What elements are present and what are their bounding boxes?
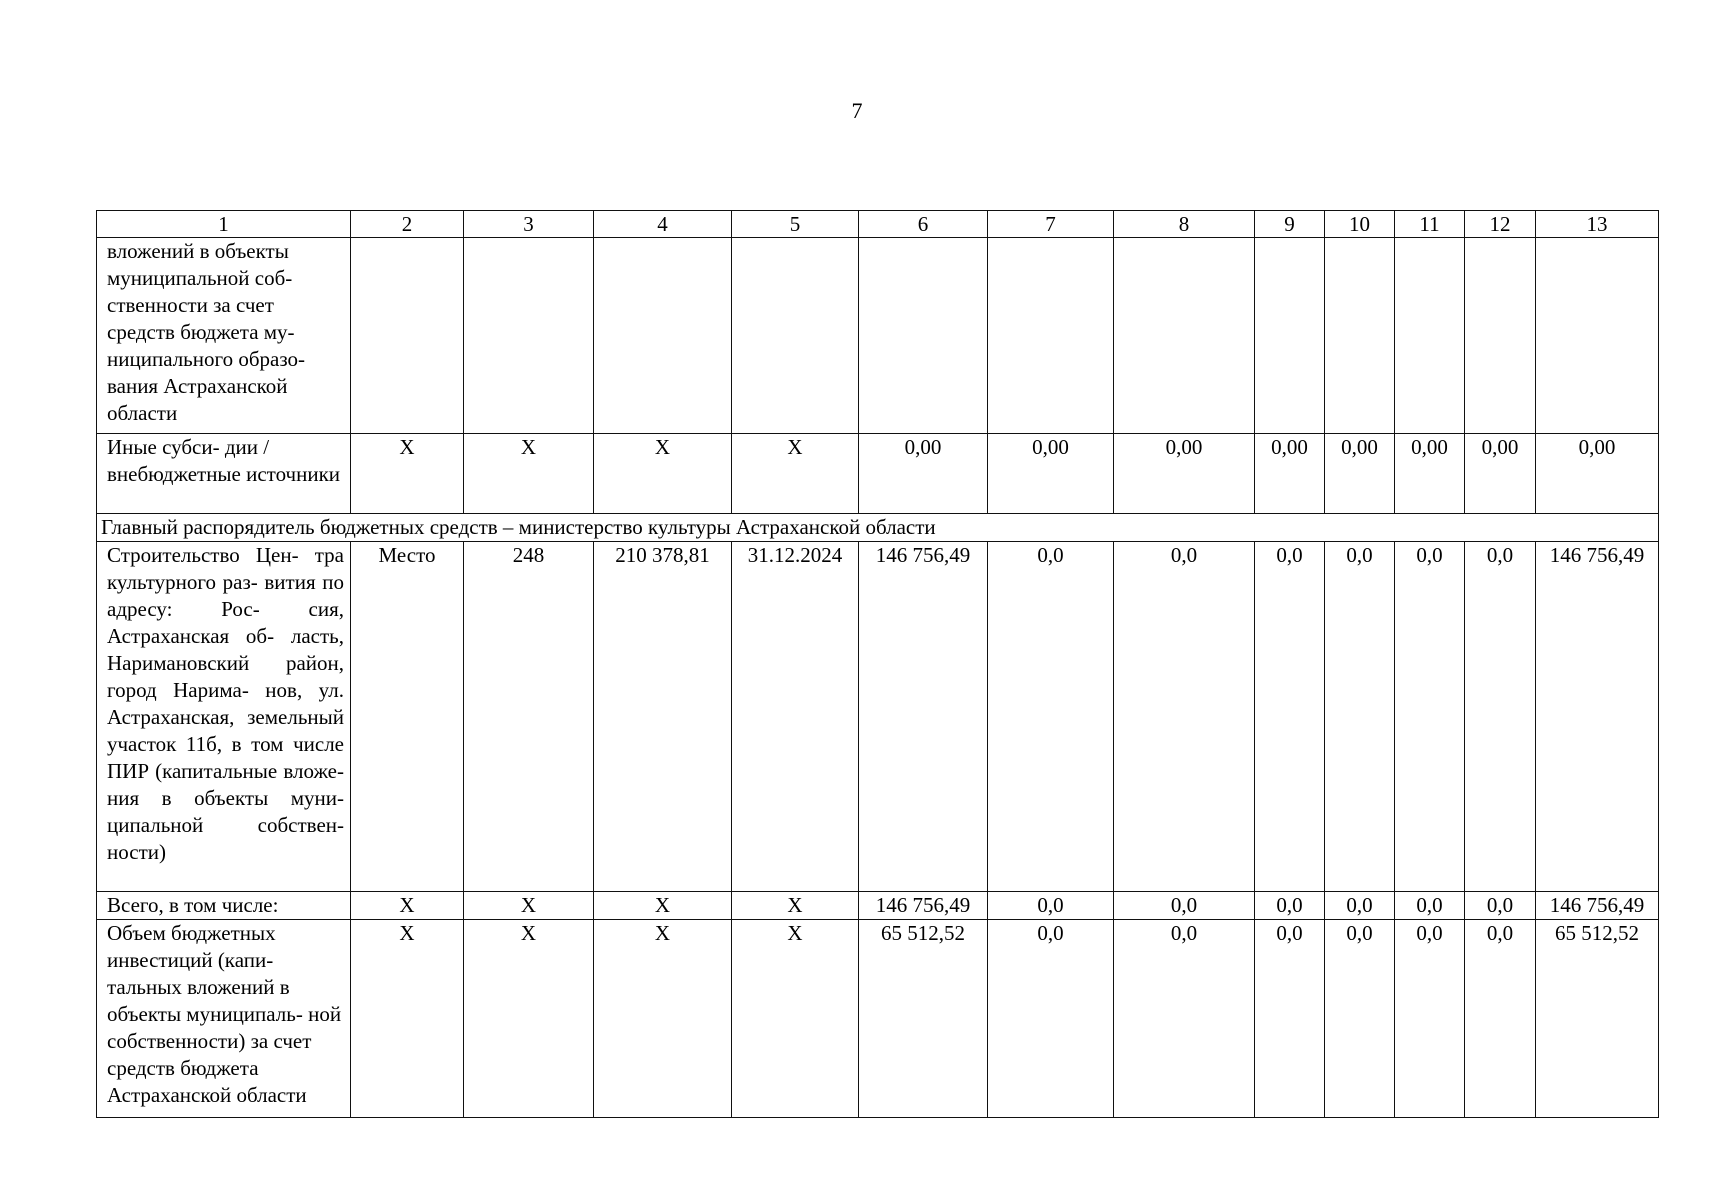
table-cell-col-6 [859, 238, 988, 434]
section-row [97, 514, 1659, 542]
table-cell-col-3: X [464, 434, 594, 514]
column-header-11: 11 [1395, 211, 1465, 238]
table-cell-col-5: X [732, 892, 859, 920]
table-cell-col-8: 0,00 [1114, 434, 1255, 514]
column-header-6: 6 [859, 211, 988, 238]
table-cell-col-3: X [464, 920, 594, 1118]
table-cell-col-3 [464, 238, 594, 434]
table-cell-col-6: 0,00 [859, 434, 988, 514]
table-cell-col-11: 0,0 [1395, 542, 1465, 892]
table-cell-col-7: 0,0 [988, 892, 1114, 920]
table-cell-col-9: 0,0 [1255, 920, 1325, 1118]
table-cell-col-2: X [351, 434, 464, 514]
column-header-12: 12 [1465, 211, 1536, 238]
table-cell-col-8: 0,0 [1114, 542, 1255, 892]
table-row [97, 920, 1659, 1118]
row-description: Объем бюджетных инвестиций (капи- тальных вложений в объекты муниципаль- ной собственности) за счет средств бюджета Астраханской области [97, 920, 351, 1118]
table-cell-col-4: X [594, 892, 732, 920]
row-description: Строительство Цен- тра культурного раз- вития по адресу: Рос- сия, Астраханская об- ласть, Наримановский район, город Нарима- нов, ул. Астраханская, земельный участок 11б, в том числе ПИР (капитальные вложе- ния в объекты муни- ципальной собствен- ности) [97, 542, 351, 892]
table-cell-col-9: 0,0 [1255, 892, 1325, 920]
table-cell-col-13: 0,00 [1536, 434, 1659, 514]
row-description: Иные субси- дии / внебюджетные источники [97, 434, 351, 514]
table-cell-col-13: 146 756,49 [1536, 892, 1659, 920]
table-cell-col-7 [988, 238, 1114, 434]
table-cell-col-4: 210 378,81 [594, 542, 732, 892]
column-header-7: 7 [988, 211, 1114, 238]
column-header-3: 3 [464, 211, 594, 238]
table-cell-col-7: 0,0 [988, 920, 1114, 1118]
column-header-13: 13 [1536, 211, 1659, 238]
table-cell-col-11: 0,00 [1395, 434, 1465, 514]
table-cell-col-10 [1325, 238, 1395, 434]
column-header-9: 9 [1255, 211, 1325, 238]
table-cell-col-12: 0,0 [1465, 892, 1536, 920]
table-cell-col-6: 65 512,52 [859, 920, 988, 1118]
table-cell-col-10: 0,0 [1325, 920, 1395, 1118]
table-cell-col-11: 0,0 [1395, 920, 1465, 1118]
table-row [97, 434, 1659, 514]
table-cell-col-12: 0,00 [1465, 434, 1536, 514]
table-cell-col-4: X [594, 920, 732, 1118]
table-cell-col-4: X [594, 434, 732, 514]
table-cell-col-7: 0,00 [988, 434, 1114, 514]
table-cell-col-4 [594, 238, 732, 434]
column-header-4: 4 [594, 211, 732, 238]
column-header-1: 1 [97, 211, 351, 238]
row-description: Всего, в том числе: [97, 892, 351, 920]
page-number: 7 [851, 98, 863, 123]
column-header-10: 10 [1325, 211, 1395, 238]
table-cell-col-5 [732, 238, 859, 434]
table-cell-col-6: 146 756,49 [859, 542, 988, 892]
table-cell-col-12 [1465, 238, 1536, 434]
table-cell-col-12: 0,0 [1465, 542, 1536, 892]
table-cell-col-9: 0,0 [1255, 542, 1325, 892]
table-cell-col-8: 0,0 [1114, 920, 1255, 1118]
table-row [97, 892, 1659, 920]
table-cell-col-10: 0,0 [1325, 542, 1395, 892]
table-cell-col-8: 0,0 [1114, 892, 1255, 920]
table-cell-col-11: 0,0 [1395, 892, 1465, 920]
table-cell-col-3: 248 [464, 542, 594, 892]
header-row [97, 211, 1659, 238]
section-title: Главный распорядитель бюджетных средств – министерство культуры Астраханской области [97, 514, 1659, 542]
table-cell-col-2: X [351, 920, 464, 1118]
table-cell-col-12: 0,0 [1465, 920, 1536, 1118]
table-cell-col-8 [1114, 238, 1255, 434]
table-cell-col-10: 0,0 [1325, 892, 1395, 920]
table-cell-col-3: X [464, 892, 594, 920]
table-cell-col-5: X [732, 920, 859, 1118]
column-header-2: 2 [351, 211, 464, 238]
table-cell-col-5: X [732, 434, 859, 514]
table-cell-col-7: 0,0 [988, 542, 1114, 892]
table-row [97, 238, 1659, 434]
table-cell-col-11 [1395, 238, 1465, 434]
table-cell-col-2 [351, 238, 464, 434]
table-cell-col-13: 146 756,49 [1536, 542, 1659, 892]
table-cell-col-2: Место [351, 542, 464, 892]
table-cell-col-5: 31.12.2024 [732, 542, 859, 892]
table-cell-col-2: X [351, 892, 464, 920]
table-cell-col-13: 65 512,52 [1536, 920, 1659, 1118]
budget-table [96, 210, 1659, 1118]
row-description: вложений в объекты муниципальной соб- ственности за счет средств бюджета му- ниципального образо- вания Астраханской области [97, 238, 351, 434]
column-header-5: 5 [732, 211, 859, 238]
table-cell-col-13 [1536, 238, 1659, 434]
column-header-8: 8 [1114, 211, 1255, 238]
table-row [97, 542, 1659, 892]
table-cell-col-6: 146 756,49 [859, 892, 988, 920]
table-cell-col-10: 0,00 [1325, 434, 1395, 514]
table-cell-col-9 [1255, 238, 1325, 434]
table-cell-col-9: 0,00 [1255, 434, 1325, 514]
